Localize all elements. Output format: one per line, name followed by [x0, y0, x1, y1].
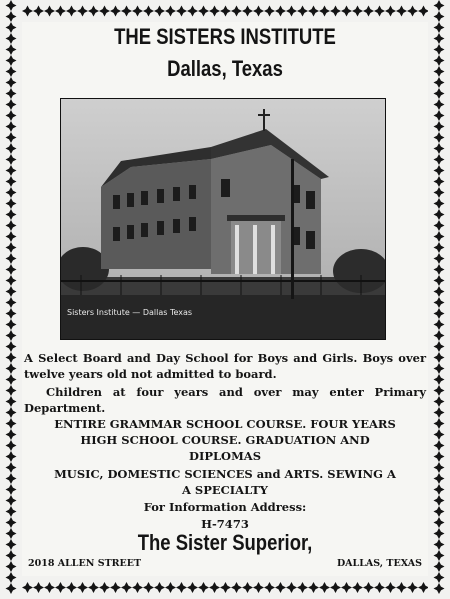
course-line-3: DIPLOMAS [188, 449, 262, 463]
course-line-1: ENTIRE GRAMMAR SCHOOL COURSE. FOUR YEARS [54, 417, 396, 431]
signature-line: The Sister Superior, [137, 530, 313, 555]
primary-department-paragraph: Children at four years and over may enter Primary Department. [24, 385, 426, 415]
street-address: 2018 ALLEN STREET [28, 558, 142, 569]
ad-title: THE SISTERS INSTITUTE [114, 24, 336, 49]
course-line-2: HIGH SCHOOL COURSE. GRADUATION AND [80, 433, 370, 447]
phone-number: H-7473 [201, 517, 249, 531]
ad-location: Dallas, Texas [167, 56, 283, 81]
ad-content [22, 22, 428, 576]
right-border-ornament [428, 0, 450, 599]
city-address: DALLAS, TEXAS [336, 558, 422, 569]
course-line-4: MUSIC, DOMESTIC SCIENCES and ARTS. SEWING A [54, 467, 396, 481]
photo-caption: Sisters Institute — Dallas Texas [67, 308, 193, 317]
intro-paragraph: A Select Board and Day School for Boys and Girls. Boys over twelve years old not admitted to board. [24, 351, 426, 381]
school-building-photo [60, 98, 386, 340]
bottom-border-ornament [0, 576, 450, 599]
left-border-ornament [0, 0, 22, 599]
top-border-ornament [0, 0, 450, 22]
course-line-5: A SPECIALTY [181, 483, 268, 497]
info-address-label: For Information Address: [143, 500, 307, 514]
